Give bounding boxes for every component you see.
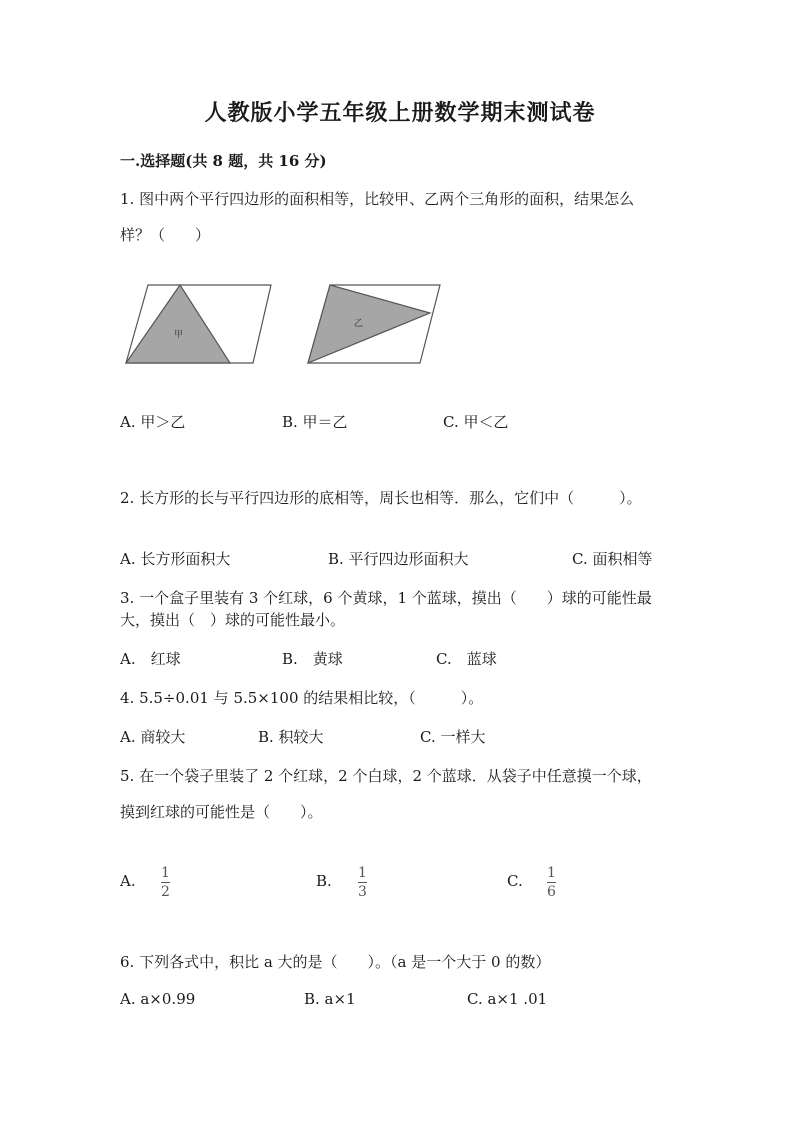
denominator: 2 — [161, 884, 170, 900]
q4-option-c[interactable]: C. 一样大 — [420, 728, 486, 746]
question-6-line-1: 6. 下列各式中，积比 a 大的是（ ）。（a 是一个大于 0 的数） — [120, 953, 551, 971]
question-3-line-2: 大，摸出（ ）球的可能性最小。 — [120, 611, 346, 629]
q5-fraction-a — [161, 866, 170, 899]
q5-option-a[interactable]: A. — [120, 872, 136, 890]
q1-option-c[interactable]: C. 甲＜乙 — [443, 413, 509, 431]
q4-option-b[interactable]: B. 积较大 — [258, 728, 324, 746]
q2-option-b[interactable]: B. 平行四边形面积大 — [328, 550, 469, 568]
numerator: 1 — [358, 865, 367, 881]
q6-option-c[interactable]: C. a×1 .01 — [467, 990, 548, 1008]
question-1-line-1: 1. 图中两个平行四边形的面积相等，比较甲、乙两个三角形的面积，结果怎么 — [120, 190, 635, 208]
question-3-line-1: 3. 一个盒子里装有 3 个红球，6 个黄球，1 个蓝球，摸出（ ）球的可能性最 — [120, 589, 652, 607]
question-1-line-2: 样？（ ） — [120, 226, 211, 244]
parallelogram-jia — [126, 285, 271, 363]
q4-option-a[interactable]: A. 商较大 — [120, 728, 186, 746]
q6-option-a[interactable]: A. a×0.99 — [120, 990, 196, 1008]
denominator: 3 — [358, 884, 367, 900]
question-1-figure — [120, 280, 450, 370]
label-yi: 乙 — [354, 319, 364, 329]
label-jia: 甲 — [174, 330, 184, 340]
q1-option-b[interactable]: B. 甲＝乙 — [282, 413, 348, 431]
question-5-line-1: 5. 在一个袋子里装了 2 个红球，2 个白球，2 个蓝球．从袋子中任意摸一个球， — [120, 767, 652, 785]
q3-option-c[interactable]: C. 蓝球 — [436, 650, 497, 668]
question-2-line-1: 2. 长方形的长与平行四边形的底相等，周长也相等．那么，它们中（ ）。 — [120, 489, 642, 507]
q2-option-c[interactable]: C. 面积相等 — [572, 550, 653, 568]
q5-option-b[interactable]: B. — [316, 872, 332, 890]
q5-fraction-c — [547, 866, 556, 899]
q6-option-b[interactable]: B. a×1 — [304, 990, 356, 1008]
q1-option-a[interactable]: A. 甲＞乙 — [120, 413, 186, 431]
denominator: 6 — [547, 884, 556, 900]
q5-option-c[interactable]: C. — [507, 872, 523, 890]
q2-option-a[interactable]: A. 长方形面积大 — [120, 550, 231, 568]
q3-option-b[interactable]: B. 黄球 — [282, 650, 343, 668]
question-4-line-1: 4. 5.5÷0.01 与 5.5×100 的结果相比较，（ ）。 — [120, 689, 484, 707]
q5-fraction-b — [358, 866, 367, 899]
parallelogram-yi — [308, 285, 440, 363]
section-heading: 一.选择题(共 8 题，共 16 分) — [120, 152, 327, 170]
q3-option-a[interactable]: A. 红球 — [120, 650, 181, 668]
numerator: 1 — [547, 865, 556, 881]
question-5-line-2: 摸到红球的可能性是（ ）。 — [120, 803, 323, 821]
numerator: 1 — [161, 865, 170, 881]
page-title: 人教版小学五年级上册数学期末测试卷 — [204, 100, 596, 126]
